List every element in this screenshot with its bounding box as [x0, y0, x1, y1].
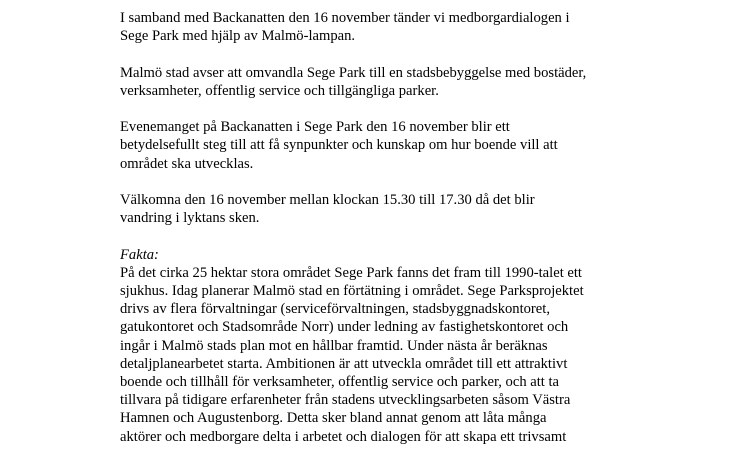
- text-line: Sege Park med hjälp av Malmö-lampan.: [120, 28, 356, 45]
- facts-label: Fakta:: [120, 246, 159, 263]
- text-line: På det cirka 25 hektar stora området Sege Park fanns det fram till 1990-talet ett: [120, 264, 582, 281]
- paragraph-event: [120, 118, 620, 173]
- text-line: aktörer och medborgare delta i arbetet och dialogen för att skapa ett trivsamt: [120, 428, 567, 445]
- text-line: vandring i lyktans sken.: [120, 210, 260, 227]
- text-line: Evenemanget på Backanatten i Sege Park den 16 november blir ett: [120, 119, 510, 136]
- text-line: boende och tillhåll för verksamheter, offentlig service och parker, och att ta: [120, 374, 560, 390]
- paragraph-intro: [120, 9, 620, 45]
- text-line: verksamheter, offentlig service och tillgängliga parker.: [120, 82, 439, 99]
- text-line: området ska utvecklas.: [120, 155, 254, 172]
- paragraph-welcome: [120, 191, 620, 227]
- text-line: tillvara på tidigare erfarenheter från stadens utvecklingsarbeten såsom Västra: [120, 392, 571, 409]
- document-body: [120, 9, 620, 464]
- text-line: drivs av flera förvaltningar (serviceförvaltningen, stadsbyggnadskontoret,: [120, 301, 550, 318]
- text-line: betydelsefullt steg till att få synpunkter och kunskap om hur boende vill att: [120, 137, 558, 154]
- facts-section: [120, 246, 620, 446]
- text-line: I samband med Backanatten den 16 november tänder vi medborgardialogen i: [120, 10, 570, 26]
- text-line: Malmö stad avser att omvandla Sege Park till en stadsbebyggelse med bostäder,: [120, 64, 587, 81]
- text-line: ingår i Malmö stads plan mot en hållbar framtid. Under nästa år beräknas: [120, 337, 548, 354]
- text-line: detaljplanearbetet starta. Ambitionen är att utveckla området till ett attraktivt: [120, 355, 568, 372]
- paragraph-plan: [120, 64, 620, 100]
- text-line: sjukhus. Idag planerar Malmö stad en förtätning i området. Sege Parksprojektet: [120, 282, 584, 299]
- text-line: Hamnen och Augustenborg. Detta sker bland annat genom att låta många: [120, 410, 547, 427]
- text-line: Välkomna den 16 november mellan klockan 15.30 till 17.30 då det blir: [120, 191, 535, 208]
- text-line: gatukontoret och Stadsområde Norr) under ledning av fastighetskontoret och: [120, 319, 569, 336]
